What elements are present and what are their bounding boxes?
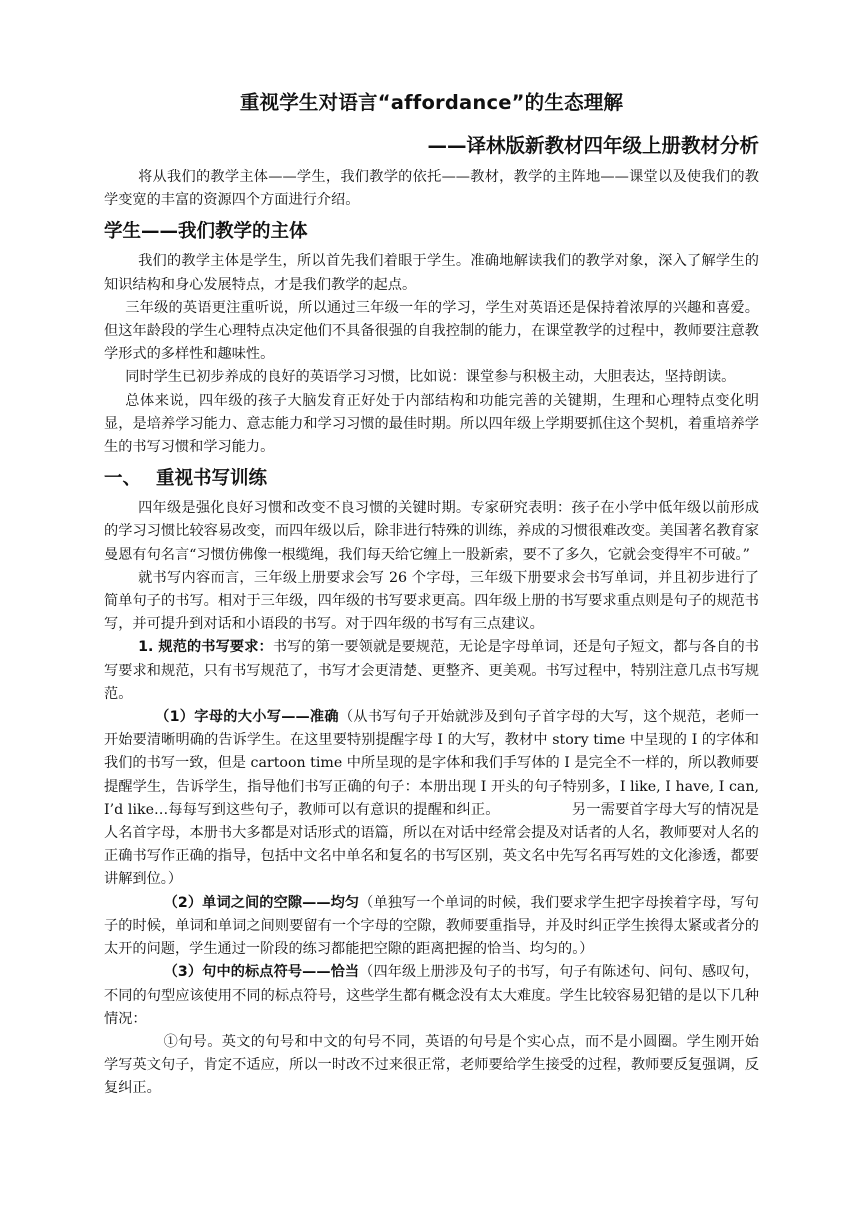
paragraph: 同时学生已初步养成的良好的英语学习习惯，比如说：课堂参与积极主动，大胆表达，坚持朗读。 — [125, 369, 736, 386]
paragraph: 我们的教学主体是学生，所以首先我们着眼于学生。准确地解读我们的教学对象，深入了解学生的知识结构和身心发展特点，才是我们教学的起点。 — [104, 253, 759, 293]
list-item — [104, 961, 759, 1031]
item-text: （单独写一个单词的时候，我们要求学生把字母挨着字母，写句子的时候，单词和单词之间则要留有一个字母的空隙，教师要重指导，并及时纠正学生挨得太紧或者分的太开的问题，学生通过一阶段的练习都能把空隙的距离把握的恰当、均匀的。） — [104, 894, 759, 958]
document-subtitle: ——译林版新教材四年级上册教材分析 — [427, 134, 759, 157]
intro-paragraph: 将从我们的教学主体——学生，我们教学的依托——教材，教学的主阵地——课堂以及使我们的教学变宽的丰富的资源四个方面进行介绍。 — [104, 169, 759, 209]
paragraph: 总体来说，四年级的孩子大脑发育正好处于内部结构和功能完善的关键期，生理和心理特点变化明显，是培养学习能力、意志能力和学习习惯的最佳时期。所以四年级上学期要抓住这个契机，着重培养学生的书写习惯和学习能力。 — [104, 392, 759, 456]
section-number: 一、 — [104, 468, 142, 490]
list-item — [104, 706, 759, 892]
item-text: 另一需要首字母大写的情况是人名首字母，本册书大多都是对话形式的语篇，所以在对话中经常会提及对话者的人名，教师要对人名的正确书写作正确的指导，包括中文名中单名和复名的书写区别，英文名中先写名再写姓的文化渗透，都要讲解到位。） — [104, 801, 759, 888]
item-text: 书写的第一要领就是要规范，无论是字母单词，还是句子短文，都与各自的书写要求和规范，只有书写规范了，书写才会更清楚、更整齐、更美观。书写过程中，特别注意几点书写规范。 — [104, 639, 759, 702]
section-heading-writing — [104, 465, 759, 493]
section-title: 重视书写训练 — [156, 468, 268, 490]
item-label: （2）单词之间的空隙——均匀 — [163, 894, 360, 911]
item-label: （3）句中的标点符号——恰当 — [163, 964, 360, 981]
document-title: 重视学生对语言“affordance”的生态理解 — [239, 91, 624, 114]
paragraph: 四年级是强化良好习惯和改变不良习惯的关键时期。专家研究表明：孩子在小学中低年级以前形成的学习习惯比较容易改变，而四年级以后，除非进行特殊的训练，养成的习惯很难改变。美国著名教育家曼恩有句名言“习惯仿佛像一根缆绳，我们每天给它缠上一股新索，要不了多久，它就会变得牢不可破。” — [104, 500, 759, 563]
paragraph: 三年级的英语更注重听说，所以通过三年级一年的学习，学生对英语还是保持着浓厚的兴趣和喜爱。但这年龄段的学生心理特点决定他们不具备很强的自我控制的能力，在课堂教学的过程中，教师要注意教学形式的多样性和趣味性。 — [104, 299, 759, 363]
item-label: （1）字母的大小写——准确 — [155, 709, 339, 726]
list-item: ①句号。英文的句号和中文的句号不同，英语的句号是个实心点，而不是小圆圈。学生刚开始学写英文句子，肯定不适应，所以一时改不过来很正常，老师要给学生接受的过程，教师要反复强调，反复纠正。 — [104, 1033, 759, 1097]
list-item — [104, 892, 759, 962]
list-item — [104, 636, 759, 706]
item-label: 1. 规范的书写要求： — [138, 639, 273, 656]
item-text: （四年级上册涉及句子的书写，句子有陈述句、问句、感叹句，不同的句型应该使用不同的标点符号，这些学生都有概念没有太大难度。学生比较容易犯错的是以下几种情况： — [104, 964, 759, 1027]
paragraph: 就书写内容而言，三年级上册要求会写 26 个字母，三年级下册要求会书写单词，并且初步进行了简单句子的书写。相对于三年级，四年级的书写要求更高。四年级上册的书写要求重点则是句子的规范书写，并可提升到对话和小语段的书写。对于四年级的书写有三点建议。 — [104, 569, 759, 633]
section-heading-students: 学生——我们教学的主体 — [104, 221, 308, 243]
item-text: （从书写句子开始就涉及到句子首字母的大写，这个规范，老师一开始要清晰明确的告诉学生。在这里要特别提醒字母 I 的大写，教材中 story time 中呈现的 I 的字体和我们的书写一致，但是 cartoon time 中所呈现的是字体和我们手写体的 I 是完全不一样的，所以教师要提醒学生，告诉学生，指导他们书写正确的句子：本册出现 I 开头的句子特别多，I like, I have, I can, I’d like…每每写到这些句子，教师可以有意识的提醒和纠正。 — [104, 709, 759, 818]
